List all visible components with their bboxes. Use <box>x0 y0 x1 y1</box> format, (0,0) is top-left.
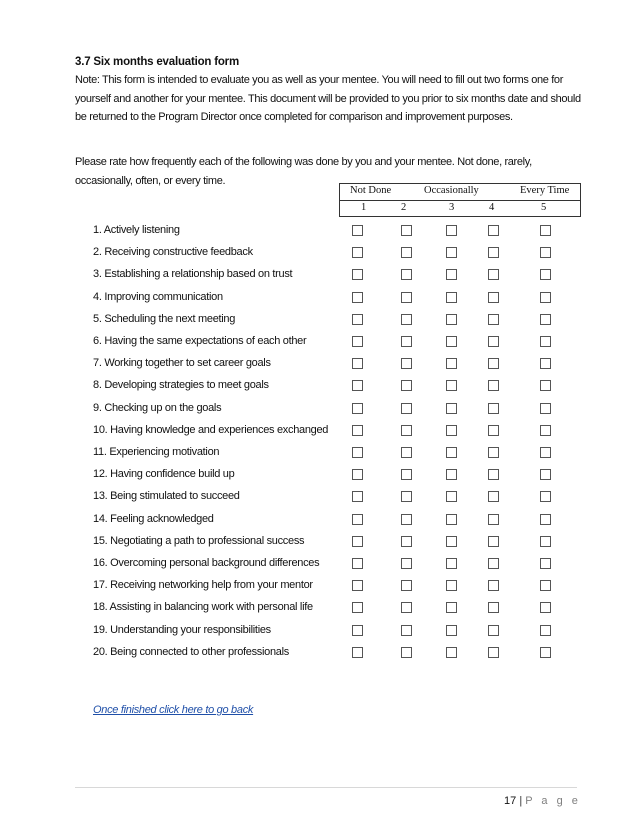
evaluation-item-label: 15. Negotiating a path to professional success <box>93 534 305 547</box>
rating-checkbox-4[interactable] <box>488 447 499 458</box>
rating-checkbox-2[interactable] <box>401 580 412 591</box>
evaluation-item-row <box>0 643 638 663</box>
rating-checkbox-4[interactable] <box>488 536 499 547</box>
rating-checkbox-2[interactable] <box>401 225 412 236</box>
rating-checkbox-5[interactable] <box>540 647 551 658</box>
evaluation-item-label: 16. Overcoming personal background differences <box>93 557 320 569</box>
rating-checkbox-3[interactable] <box>446 292 457 303</box>
rating-checkbox-2[interactable] <box>401 647 412 658</box>
rating-checkbox-2[interactable] <box>401 491 412 502</box>
rating-checkbox-5[interactable] <box>540 269 551 280</box>
rating-checkbox-4[interactable] <box>488 580 499 591</box>
rating-checkbox-3[interactable] <box>446 336 457 347</box>
rating-checkbox-2[interactable] <box>401 514 412 525</box>
evaluation-item-row <box>0 576 638 596</box>
evaluation-item-row <box>0 221 638 241</box>
scale-number-4: 4 <box>489 202 495 213</box>
evaluation-item-row <box>0 510 638 530</box>
rating-checkbox-5[interactable] <box>540 602 551 613</box>
rating-checkbox-2[interactable] <box>401 469 412 480</box>
evaluation-item-label: 4. Improving communication <box>93 290 223 303</box>
rating-checkbox-5[interactable] <box>540 558 551 569</box>
page-word: P a g e <box>525 795 581 807</box>
page-footer <box>504 795 581 807</box>
rating-scale-header <box>339 183 581 217</box>
rating-checkbox-4[interactable] <box>488 403 499 414</box>
rating-checkbox-4[interactable] <box>488 647 499 658</box>
rating-checkbox-1[interactable] <box>352 292 363 303</box>
rating-checkbox-1[interactable] <box>352 647 363 658</box>
rating-checkbox-1[interactable] <box>352 580 363 591</box>
scale-label-row <box>340 184 580 201</box>
rating-checkbox-2[interactable] <box>401 536 412 547</box>
rating-checkbox-5[interactable] <box>540 536 551 547</box>
rating-checkbox-3[interactable] <box>446 358 457 369</box>
scale-number-row <box>340 201 580 216</box>
evaluation-item-row <box>0 443 638 463</box>
rating-checkbox-4[interactable] <box>488 625 499 636</box>
evaluation-item-row <box>0 554 638 574</box>
evaluation-item-row <box>0 376 638 396</box>
evaluation-item-row <box>0 621 638 641</box>
rating-checkbox-5[interactable] <box>540 247 551 258</box>
evaluation-item-row <box>0 332 638 352</box>
evaluation-item-label: 7. Working together to set career goals <box>93 357 271 370</box>
rating-checkbox-1[interactable] <box>352 536 363 547</box>
evaluation-item-label: 19. Understanding your responsibilities <box>93 623 271 636</box>
evaluation-item-label: 20. Being connected to other professionals <box>93 645 289 658</box>
evaluation-item-label: 14. Feeling acknowledged <box>93 512 214 525</box>
rating-checkbox-3[interactable] <box>446 425 457 436</box>
rating-checkbox-3[interactable] <box>446 269 457 280</box>
rating-checkbox-5[interactable] <box>540 447 551 458</box>
rating-checkbox-4[interactable] <box>488 602 499 613</box>
page-number: 17 <box>504 795 517 807</box>
rating-checkbox-5[interactable] <box>540 491 551 502</box>
evaluation-item-row <box>0 598 638 618</box>
rating-checkbox-5[interactable] <box>540 403 551 414</box>
rating-checkbox-5[interactable] <box>540 292 551 303</box>
scale-label-not-done: Not Done <box>350 185 392 196</box>
rating-checkbox-1[interactable] <box>352 514 363 525</box>
evaluation-item-label: 11. Experiencing motivation <box>93 446 220 458</box>
evaluation-item-row <box>0 399 638 419</box>
rating-checkbox-5[interactable] <box>540 225 551 236</box>
rating-checkbox-5[interactable] <box>540 380 551 391</box>
rating-checkbox-1[interactable] <box>352 558 363 569</box>
rating-checkbox-3[interactable] <box>446 536 457 547</box>
evaluation-item-label: 1. Actively listening <box>93 224 180 236</box>
rating-checkbox-3[interactable] <box>446 247 457 258</box>
rating-checkbox-4[interactable] <box>488 336 499 347</box>
rating-checkbox-3[interactable] <box>446 447 457 458</box>
rating-checkbox-4[interactable] <box>488 314 499 325</box>
note-paragraph: Note: This form is intended to evaluate you as well as your mentee. You will need to fill out two forms one for yourself and another for your mentee. This document will be provided to you prior to six months date and should be returned to the Program Director once completed for comparison and improvement purposes. <box>75 74 581 123</box>
rating-checkbox-3[interactable] <box>446 380 457 391</box>
rating-checkbox-2[interactable] <box>401 247 412 258</box>
evaluation-item-label: 6. Having the same expectations of each other <box>93 335 307 347</box>
rating-checkbox-5[interactable] <box>540 314 551 325</box>
evaluation-item-label: 10. Having knowledge and experiences exchanged <box>93 423 329 436</box>
scale-label-occasionally: Occasionally <box>424 185 479 196</box>
rating-checkbox-1[interactable] <box>352 447 363 458</box>
rating-checkbox-2[interactable] <box>401 625 412 636</box>
rating-checkbox-2[interactable] <box>401 336 412 347</box>
rating-checkbox-1[interactable] <box>352 625 363 636</box>
evaluation-item-label: 13. Being stimulated to succeed <box>93 490 240 503</box>
rating-checkbox-3[interactable] <box>446 469 457 480</box>
rating-checkbox-2[interactable] <box>401 292 412 303</box>
rating-checkbox-1[interactable] <box>352 425 363 436</box>
rating-checkbox-3[interactable] <box>446 558 457 569</box>
rating-checkbox-2[interactable] <box>401 447 412 458</box>
rating-checkbox-4[interactable] <box>488 469 499 480</box>
rating-checkbox-1[interactable] <box>352 358 363 369</box>
evaluation-item-label: 12. Having confidence build up <box>93 468 235 481</box>
rating-checkbox-1[interactable] <box>352 403 363 414</box>
rating-checkbox-2[interactable] <box>401 269 412 280</box>
rating-checkbox-1[interactable] <box>352 491 363 502</box>
evaluation-item-row <box>0 532 638 552</box>
rating-checkbox-1[interactable] <box>352 269 363 280</box>
rating-checkbox-4[interactable] <box>488 225 499 236</box>
evaluation-item-label: 18. Assisting in balancing work with personal life <box>93 601 313 614</box>
rating-checkbox-3[interactable] <box>446 491 457 502</box>
rating-checkbox-1[interactable] <box>352 380 363 391</box>
rating-checkbox-1[interactable] <box>352 336 363 347</box>
evaluation-item-label: 9. Checking up on the goals <box>93 401 222 414</box>
rating-checkbox-5[interactable] <box>540 514 551 525</box>
rating-checkbox-2[interactable] <box>401 425 412 436</box>
rating-checkbox-1[interactable] <box>352 469 363 480</box>
rating-checkbox-2[interactable] <box>401 380 412 391</box>
evaluation-item-label: 8. Developing strategies to meet goals <box>93 379 269 392</box>
rating-checkbox-4[interactable] <box>488 425 499 436</box>
scale-label-every-time: Every Time <box>520 185 570 196</box>
rating-checkbox-4[interactable] <box>488 514 499 525</box>
rating-checkbox-4[interactable] <box>488 269 499 280</box>
rating-checkbox-1[interactable] <box>352 225 363 236</box>
evaluation-item-row <box>0 288 638 308</box>
section-title: 3.7 Six months evaluation form <box>75 56 239 68</box>
rating-checkbox-5[interactable] <box>540 625 551 636</box>
footer-separator: | <box>519 795 523 807</box>
rating-checkbox-1[interactable] <box>352 247 363 258</box>
evaluation-item-label: 17. Receiving networking help from your mentor <box>93 579 313 592</box>
rating-checkbox-4[interactable] <box>488 558 499 569</box>
go-back-link[interactable]: Once finished click here to go back <box>93 704 254 716</box>
rating-checkbox-2[interactable] <box>401 358 412 369</box>
evaluation-item-row <box>0 487 638 507</box>
evaluation-item-row <box>0 310 638 330</box>
rating-checkbox-3[interactable] <box>446 625 457 636</box>
rating-checkbox-3[interactable] <box>446 225 457 236</box>
rating-checkbox-3[interactable] <box>446 314 457 325</box>
rating-checkbox-4[interactable] <box>488 380 499 391</box>
rating-checkbox-4[interactable] <box>488 292 499 303</box>
rating-checkbox-2[interactable] <box>401 403 412 414</box>
scale-number-3: 3 <box>449 202 455 213</box>
rating-checkbox-1[interactable] <box>352 602 363 613</box>
rating-checkbox-3[interactable] <box>446 647 457 658</box>
rating-checkbox-4[interactable] <box>488 491 499 502</box>
rating-checkbox-4[interactable] <box>488 358 499 369</box>
rating-checkbox-3[interactable] <box>446 403 457 414</box>
rating-checkbox-1[interactable] <box>352 314 363 325</box>
evaluation-item-row <box>0 354 638 374</box>
evaluation-item-row <box>0 465 638 485</box>
rating-checkbox-5[interactable] <box>540 358 551 369</box>
footer-divider <box>75 787 577 788</box>
rating-checkbox-5[interactable] <box>540 469 551 480</box>
rating-checkbox-3[interactable] <box>446 602 457 613</box>
rating-checkbox-2[interactable] <box>401 602 412 613</box>
evaluation-item-row <box>0 421 638 441</box>
evaluation-item-row <box>0 265 638 285</box>
rating-checkbox-5[interactable] <box>540 580 551 591</box>
rating-checkbox-4[interactable] <box>488 247 499 258</box>
rating-checkbox-5[interactable] <box>540 336 551 347</box>
scale-number-5: 5 <box>541 202 547 213</box>
scale-number-1: 1 <box>361 202 367 213</box>
instruction-paragraph: Please rate how frequently each of the following was done by you and your mentee. Not done, rarely, occasionally, often, or every time. <box>75 156 532 187</box>
evaluation-item-row <box>0 243 638 263</box>
rating-checkbox-3[interactable] <box>446 580 457 591</box>
rating-checkbox-2[interactable] <box>401 558 412 569</box>
rating-checkbox-2[interactable] <box>401 314 412 325</box>
rating-checkbox-5[interactable] <box>540 425 551 436</box>
evaluation-item-label: 2. Receiving constructive feedback <box>93 246 253 259</box>
scale-number-2: 2 <box>401 202 407 213</box>
evaluation-item-label: 3. Establishing a relationship based on trust <box>93 268 293 281</box>
rating-checkbox-3[interactable] <box>446 514 457 525</box>
evaluation-item-label: 5. Scheduling the next meeting <box>93 312 236 325</box>
